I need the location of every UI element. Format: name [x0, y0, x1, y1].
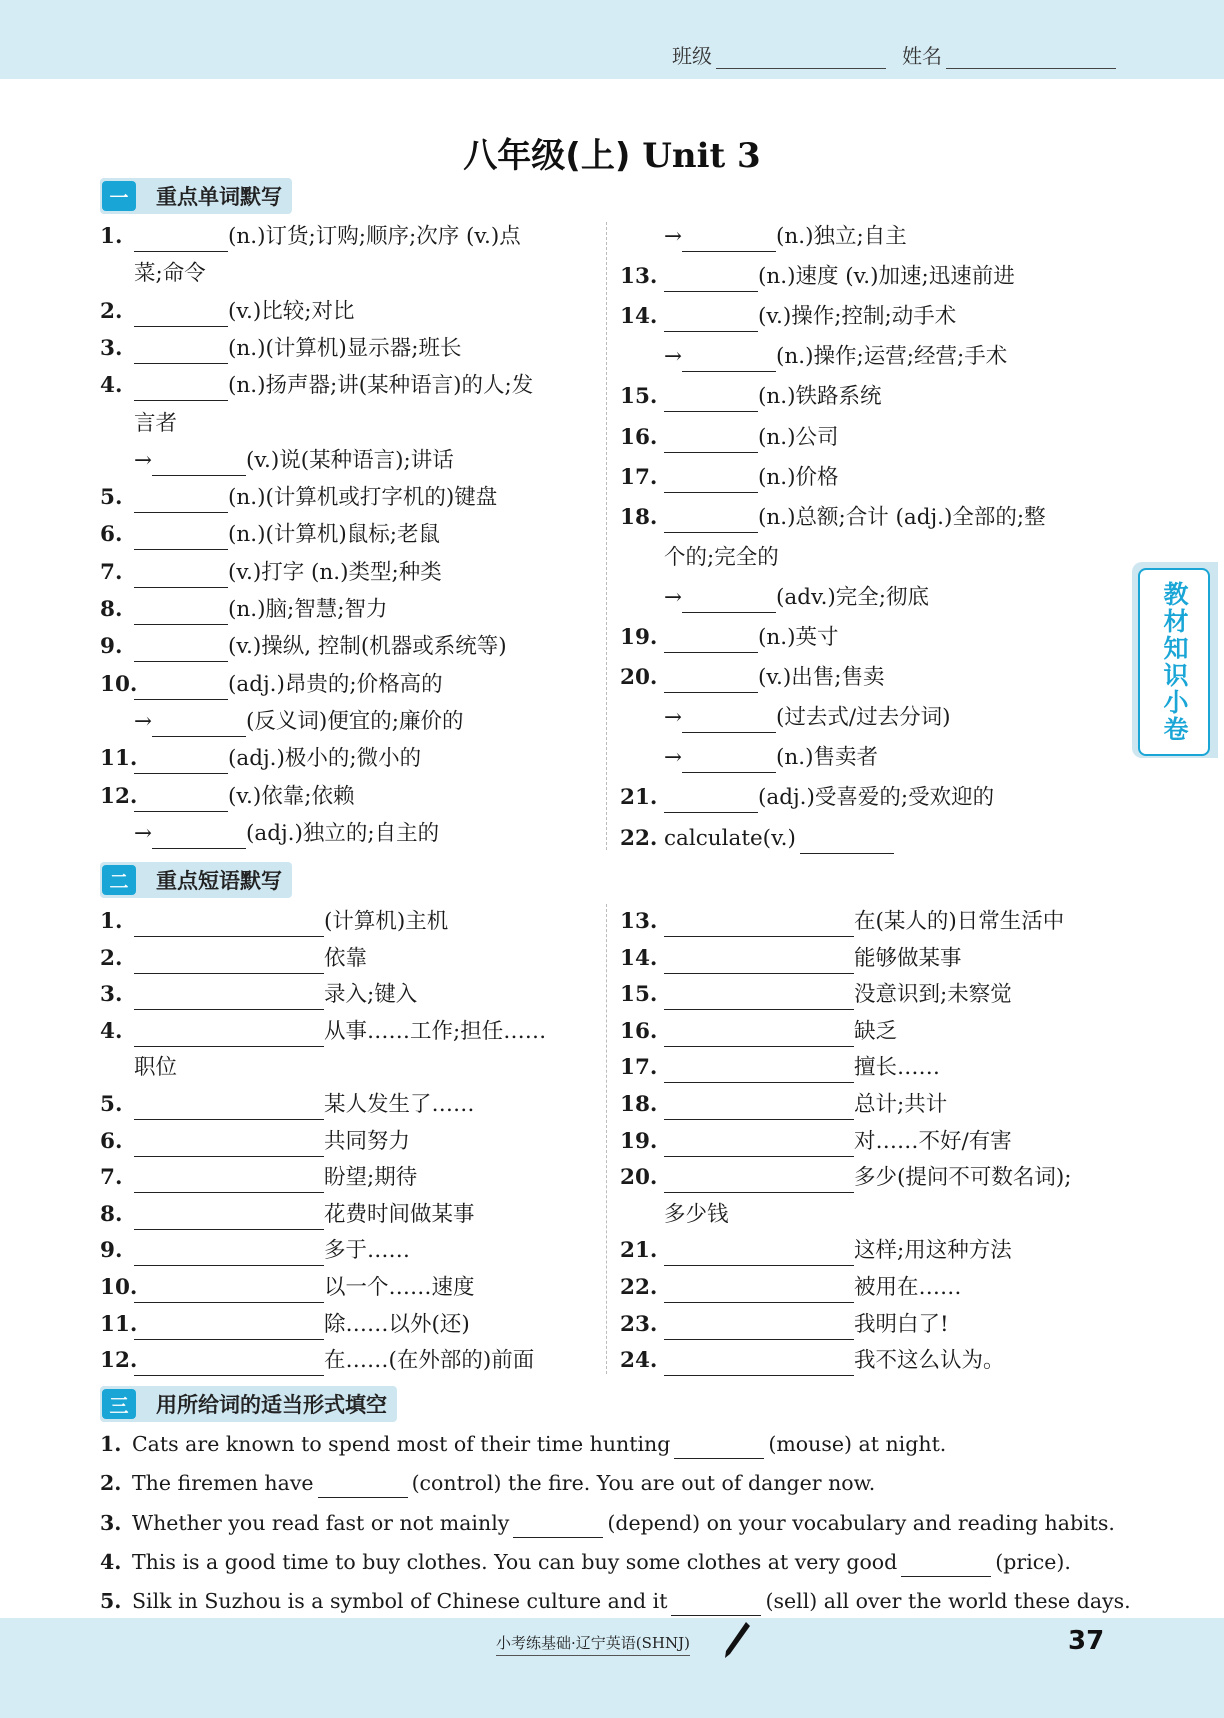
- item-number: 17.: [620, 1055, 658, 1081]
- answer-blank[interactable]: [671, 1591, 761, 1616]
- list-item: [100, 222, 521, 252]
- list-item: [620, 743, 878, 773]
- item-text: (n.)订货;订购;顺序;次序 (v.)点: [228, 224, 521, 249]
- item-number: 20.: [620, 1165, 658, 1191]
- list-item: [100, 907, 448, 937]
- answer-blank[interactable]: [664, 508, 758, 533]
- item-text: 对……不好/有害: [854, 1128, 1012, 1154]
- item-text: 缺乏: [854, 1018, 898, 1044]
- list-item: [100, 595, 387, 625]
- answer-blank[interactable]: [152, 824, 246, 849]
- item-number: 18.: [620, 1092, 658, 1117]
- list-item: [100, 1127, 410, 1157]
- item-number: 24.: [620, 1348, 658, 1374]
- item-text: (v.)打字 (n.)类型;种类: [228, 559, 442, 585]
- answer-blank[interactable]: [664, 1168, 854, 1193]
- list-item: [100, 558, 442, 588]
- item-text: (adj.)昂贵的;价格高的: [228, 671, 443, 697]
- list-item: [100, 297, 354, 327]
- section-3-number: 三: [102, 1389, 136, 1419]
- item-number: 16.: [620, 424, 658, 450]
- answer-blank[interactable]: [134, 912, 324, 937]
- answer-blank[interactable]: [134, 302, 228, 327]
- item-number: 6.: [100, 1128, 123, 1154]
- item-text: (n.)扬声器;讲(某种语言)的人;发: [228, 373, 534, 399]
- item-number: 19.: [620, 625, 658, 650]
- item-number: 22.: [620, 1275, 658, 1300]
- item-prefix: →: [664, 745, 683, 771]
- item-text: (v.)操纵, 控制(机器或系统等): [228, 634, 507, 660]
- list-item: [100, 259, 206, 289]
- item-number: 15.: [620, 982, 658, 1008]
- list-item: [620, 543, 779, 573]
- class-label: 班级: [672, 44, 712, 68]
- list-item: [620, 1310, 949, 1340]
- exercise-item: [100, 1547, 1071, 1577]
- answer-blank[interactable]: [901, 1552, 991, 1577]
- sentence-start: Whether you read fast or not mainly: [132, 1510, 510, 1535]
- item-number: 7.: [100, 559, 123, 585]
- list-item: [100, 1200, 475, 1230]
- answer-blank[interactable]: [664, 1022, 854, 1047]
- item-text: 共同努力: [324, 1128, 411, 1154]
- list-item: [100, 1236, 410, 1266]
- item-text: (n.)独立;自主: [776, 224, 907, 249]
- exercise-item: [100, 1468, 875, 1498]
- answer-blank[interactable]: [134, 1241, 324, 1266]
- sentence-end: (depend) on your vocabulary and reading habits.: [607, 1510, 1115, 1535]
- answer-blank[interactable]: [134, 376, 228, 401]
- item-prefix: →: [134, 820, 153, 846]
- list-item: [100, 1346, 534, 1376]
- list-item: [620, 944, 962, 974]
- answer-blank[interactable]: [682, 748, 776, 773]
- item-text: 以一个……速度: [324, 1275, 475, 1300]
- answer-blank[interactable]: [134, 227, 228, 252]
- item-text: (计算机)主机: [324, 909, 449, 934]
- answer-blank[interactable]: [134, 339, 228, 364]
- item-text: 在……(在外部的)前面: [324, 1348, 535, 1374]
- item-number: 3.: [100, 1510, 122, 1535]
- answer-blank[interactable]: [134, 488, 228, 513]
- list-item: [620, 907, 1064, 937]
- page-number: 37: [1068, 1626, 1105, 1656]
- answer-blank[interactable]: [682, 347, 776, 372]
- answer-blank[interactable]: [134, 1022, 324, 1047]
- class-input[interactable]: [716, 48, 886, 69]
- answer-blank[interactable]: [134, 1278, 324, 1303]
- list-item: [620, 1053, 940, 1083]
- answer-blank[interactable]: [664, 1241, 854, 1266]
- answer-blank[interactable]: [134, 525, 228, 550]
- item-text: (n.)铁路系统: [758, 384, 882, 410]
- item-number: 21.: [620, 1238, 658, 1264]
- item-number: 4.: [100, 1549, 122, 1574]
- item-text: 除……以外(还): [324, 1311, 470, 1337]
- list-item: [100, 632, 507, 662]
- item-text: (v.)说(某种语言);讲话: [246, 447, 454, 473]
- item-number: 10.: [100, 1275, 138, 1300]
- item-text: (v.)依靠;依赖: [228, 783, 355, 809]
- answer-blank[interactable]: [664, 307, 758, 332]
- item-prefix: →: [664, 344, 683, 370]
- sentence-end: (mouse) at night.: [768, 1432, 947, 1456]
- list-item: [620, 302, 956, 332]
- item-text: (adv.)完全;彻底: [776, 584, 930, 610]
- item-prefix: →: [664, 224, 683, 249]
- list-item: [100, 371, 533, 401]
- list-item: [620, 262, 1015, 292]
- title-cn: 八年级(上): [463, 136, 631, 176]
- item-text: 这样;用这种方法: [854, 1238, 1012, 1264]
- answer-blank[interactable]: [134, 600, 228, 625]
- answer-blank[interactable]: [134, 563, 228, 588]
- list-item: [620, 1273, 962, 1303]
- section-3-header: [100, 1386, 397, 1422]
- item-text: (n.)公司: [758, 424, 839, 450]
- item-number: 9.: [100, 634, 123, 660]
- side-tab-label: 教材知识小卷: [1160, 581, 1189, 743]
- list-item: [620, 1236, 1012, 1266]
- answer-blank[interactable]: [664, 668, 758, 693]
- sentence-start: Cats are known to spend most of their time hunting: [132, 1432, 671, 1456]
- item-text: 菜;命令: [134, 261, 206, 287]
- answer-blank[interactable]: [682, 708, 776, 733]
- answer-blank[interactable]: [664, 267, 758, 292]
- item-prefix: →: [664, 584, 683, 610]
- item-text: 没意识到;未察觉: [854, 982, 1012, 1008]
- item-number: 6.: [100, 522, 123, 548]
- item-number: 4.: [100, 373, 123, 399]
- name-fields: [672, 40, 1116, 69]
- item-number: 2.: [100, 1471, 122, 1496]
- list-item: [620, 382, 881, 412]
- item-text: (n.)(计算机)显示器;班长: [228, 335, 462, 361]
- list-item: [100, 670, 443, 700]
- list-item: [620, 423, 838, 453]
- item-number: 3.: [100, 335, 123, 361]
- title-en: Unit 3: [642, 136, 761, 176]
- answer-blank[interactable]: [152, 712, 246, 737]
- item-number: 4.: [100, 1018, 123, 1044]
- item-number: 8.: [100, 1201, 123, 1227]
- item-number: 1.: [100, 909, 123, 934]
- list-item: [100, 707, 464, 737]
- item-text: 擅长……: [854, 1055, 941, 1081]
- item-text: 能够做某事: [854, 945, 962, 971]
- pen-icon: [722, 1620, 752, 1660]
- item-text: 多少钱: [664, 1201, 729, 1227]
- item-number: 21.: [620, 785, 658, 811]
- section-1-number: 一: [102, 181, 136, 211]
- answer-blank[interactable]: [664, 387, 758, 412]
- answer-blank[interactable]: [674, 1434, 764, 1459]
- exercise-item: [100, 1586, 1131, 1616]
- side-tab: [1132, 562, 1218, 758]
- item-prefix: calculate(v.): [664, 825, 796, 851]
- item-number: 14.: [620, 945, 658, 971]
- list-item: [620, 783, 994, 813]
- list-item: [620, 980, 1012, 1010]
- list-item: [100, 1090, 475, 1120]
- answer-blank[interactable]: [664, 1058, 854, 1083]
- item-text: (n.)操作;运营;经营;手术: [776, 344, 1008, 370]
- item-number: 5.: [100, 1092, 123, 1117]
- item-number: 2.: [100, 945, 123, 971]
- item-number: 15.: [620, 384, 658, 410]
- item-prefix: →: [134, 447, 153, 473]
- list-item: [620, 222, 907, 252]
- list-item: [620, 1346, 1005, 1376]
- list-item: [100, 1310, 470, 1340]
- answer-blank[interactable]: [664, 468, 758, 493]
- list-item: [620, 503, 1046, 533]
- answer-blank[interactable]: [664, 1095, 854, 1120]
- answer-blank[interactable]: [134, 1168, 324, 1193]
- answer-blank[interactable]: [134, 637, 228, 662]
- list-item: [100, 1163, 417, 1193]
- sentence-start: Silk in Suzhou is a symbol of Chinese culture and it: [132, 1589, 668, 1614]
- item-number: 2.: [100, 298, 123, 324]
- item-text: 个的;完全的: [664, 544, 779, 570]
- item-number: 14.: [620, 304, 658, 330]
- answer-blank[interactable]: [134, 1205, 324, 1230]
- item-number: 12.: [100, 1348, 138, 1374]
- list-item: [620, 463, 838, 493]
- list-item: [620, 663, 884, 693]
- item-text: 某人发生了……: [324, 1092, 475, 1117]
- answer-blank[interactable]: [134, 1132, 324, 1157]
- item-text: 盼望;期待: [324, 1165, 418, 1191]
- answer-blank[interactable]: [664, 912, 854, 937]
- answer-blank[interactable]: [134, 949, 324, 974]
- answer-blank[interactable]: [664, 1315, 854, 1340]
- item-text: (n.)(计算机)鼠标;老鼠: [228, 522, 440, 548]
- item-text: (adj.)极小的;微小的: [228, 746, 422, 772]
- list-item: [100, 1017, 546, 1047]
- item-text: 从事……工作;担任……: [324, 1018, 547, 1044]
- column-divider: [606, 222, 607, 850]
- answer-blank[interactable]: [664, 949, 854, 974]
- side-tab-frame: [1138, 568, 1210, 756]
- item-text: 我明白了!: [854, 1311, 949, 1337]
- item-prefix: →: [134, 708, 153, 734]
- list-item: [100, 334, 461, 364]
- answer-blank[interactable]: [134, 787, 228, 812]
- item-text: (adj.)受喜爱的;受欢迎的: [758, 785, 995, 811]
- item-text: 依靠: [324, 945, 368, 971]
- answer-blank[interactable]: [664, 788, 758, 813]
- list-item: [100, 944, 367, 974]
- answer-blank[interactable]: [664, 628, 758, 653]
- item-text: 职位: [134, 1055, 178, 1081]
- list-item: [620, 1090, 947, 1120]
- answer-blank[interactable]: [664, 1351, 854, 1376]
- answer-blank[interactable]: [664, 985, 854, 1010]
- item-text: 在(某人的)日常生活中: [854, 909, 1065, 934]
- item-text: 花费时间做某事: [324, 1201, 475, 1227]
- list-item: [100, 819, 439, 849]
- item-number: 19.: [620, 1128, 658, 1154]
- answer-blank[interactable]: [682, 588, 776, 613]
- item-text: 录入;键入: [324, 982, 418, 1008]
- item-number: 1.: [100, 1432, 122, 1456]
- sentence-end: (sell) all over the world these days.: [765, 1589, 1131, 1614]
- item-number: 18.: [620, 504, 658, 530]
- item-number: 5.: [100, 1589, 122, 1614]
- list-item: [100, 1273, 475, 1303]
- answer-blank[interactable]: [134, 985, 324, 1010]
- item-number: 20.: [620, 665, 658, 691]
- answer-blank[interactable]: [134, 675, 228, 700]
- list-item: [100, 980, 417, 1010]
- item-number: 17.: [620, 464, 658, 490]
- list-item: [620, 1017, 897, 1047]
- item-prefix: →: [664, 705, 683, 731]
- answer-blank[interactable]: [800, 829, 894, 854]
- answer-blank[interactable]: [682, 227, 776, 252]
- item-number: 11.: [100, 1311, 138, 1337]
- item-number: 9.: [100, 1238, 123, 1264]
- list-item: [620, 1163, 1072, 1193]
- answer-blank[interactable]: [664, 1278, 854, 1303]
- item-number: 3.: [100, 982, 123, 1008]
- name-label: 姓名: [902, 44, 942, 68]
- item-text: (n.)售卖者: [776, 745, 878, 771]
- section-2-title: 重点短语默写: [156, 869, 282, 893]
- item-text: (v.)出售;售卖: [758, 665, 885, 691]
- page-title: [0, 128, 1224, 177]
- item-number: 10.: [100, 671, 138, 697]
- list-item: [620, 1127, 1012, 1157]
- footer-source: 小考练基础·辽宁英语(SHNJ): [496, 1632, 690, 1656]
- answer-blank[interactable]: [318, 1473, 408, 1498]
- list-item: [620, 703, 951, 733]
- item-number: 11.: [100, 746, 138, 772]
- item-number: 13.: [620, 909, 658, 934]
- item-text: (n.)脑;智慧;智力: [228, 597, 388, 622]
- item-number: 23.: [620, 1311, 658, 1337]
- item-text: 被用在……: [854, 1275, 962, 1300]
- item-text: (n.)总额;合计 (adj.)全部的;整: [758, 504, 1046, 530]
- item-text: (adj.)独立的;自主的: [246, 820, 440, 846]
- list-item: [620, 583, 929, 613]
- section-1-title: 重点单词默写: [156, 185, 282, 209]
- item-text: (反义词)便宜的;廉价的: [246, 708, 464, 734]
- sentence-end: (price).: [995, 1549, 1071, 1574]
- item-text: 多于……: [324, 1238, 411, 1264]
- answer-blank[interactable]: [152, 451, 246, 476]
- list-item: [100, 1053, 177, 1083]
- answer-blank[interactable]: [134, 749, 228, 774]
- item-number: 7.: [100, 1165, 123, 1191]
- list-item: [620, 824, 894, 854]
- answer-blank[interactable]: [664, 428, 758, 453]
- item-text: 多少(提问不可数名词);: [854, 1165, 1072, 1191]
- item-text: (n.)速度 (v.)加速;迅速前进: [758, 264, 1015, 290]
- answer-blank[interactable]: [134, 1095, 324, 1120]
- item-number: 16.: [620, 1018, 658, 1044]
- name-input[interactable]: [946, 48, 1116, 69]
- section-2-number: 二: [102, 865, 136, 895]
- sentence-start: The firemen have: [132, 1471, 314, 1496]
- list-item: [100, 409, 177, 439]
- item-text: (v.)操作;控制;动手术: [758, 304, 957, 330]
- answer-blank[interactable]: [664, 1132, 854, 1157]
- section-2-header: [100, 862, 292, 898]
- item-text: 我不这么认为。: [854, 1348, 1005, 1374]
- item-text: (n.)(计算机或打字机的)键盘: [228, 485, 498, 511]
- list-item: [100, 446, 454, 476]
- item-text: (n.)价格: [758, 464, 839, 490]
- section-1-header: [100, 178, 292, 214]
- list-item: [620, 623, 838, 653]
- sentence-start: This is a good time to buy clothes. You can buy some clothes at very good: [132, 1549, 898, 1574]
- list-item: [620, 342, 1007, 372]
- footer: [0, 1618, 1224, 1718]
- exercise-item: [100, 1508, 1115, 1538]
- column-divider: [606, 904, 607, 1374]
- exercise-item: [100, 1429, 946, 1459]
- item-text: (v.)比较;对比: [228, 298, 355, 324]
- sentence-end: (control) the fire. You are out of danger now.: [411, 1471, 876, 1496]
- item-number: 22.: [620, 825, 658, 851]
- list-item: [100, 483, 497, 513]
- item-text: 言者: [134, 410, 178, 436]
- item-number: 12.: [100, 783, 138, 809]
- list-item: [100, 520, 440, 550]
- item-text: (n.)英寸: [758, 625, 839, 650]
- item-number: 8.: [100, 597, 123, 622]
- item-text: (过去式/过去分词): [776, 705, 951, 731]
- list-item: [100, 782, 354, 812]
- list-item: [100, 744, 421, 774]
- item-number: 1.: [100, 224, 123, 249]
- item-number: 13.: [620, 264, 658, 290]
- answer-blank[interactable]: [134, 1315, 324, 1340]
- item-text: 总计;共计: [854, 1092, 948, 1117]
- answer-blank[interactable]: [134, 1351, 324, 1376]
- item-number: 5.: [100, 485, 123, 511]
- answer-blank[interactable]: [513, 1513, 603, 1538]
- section-3-title: 用所给词的适当形式填空: [156, 1393, 387, 1417]
- list-item: [620, 1200, 729, 1230]
